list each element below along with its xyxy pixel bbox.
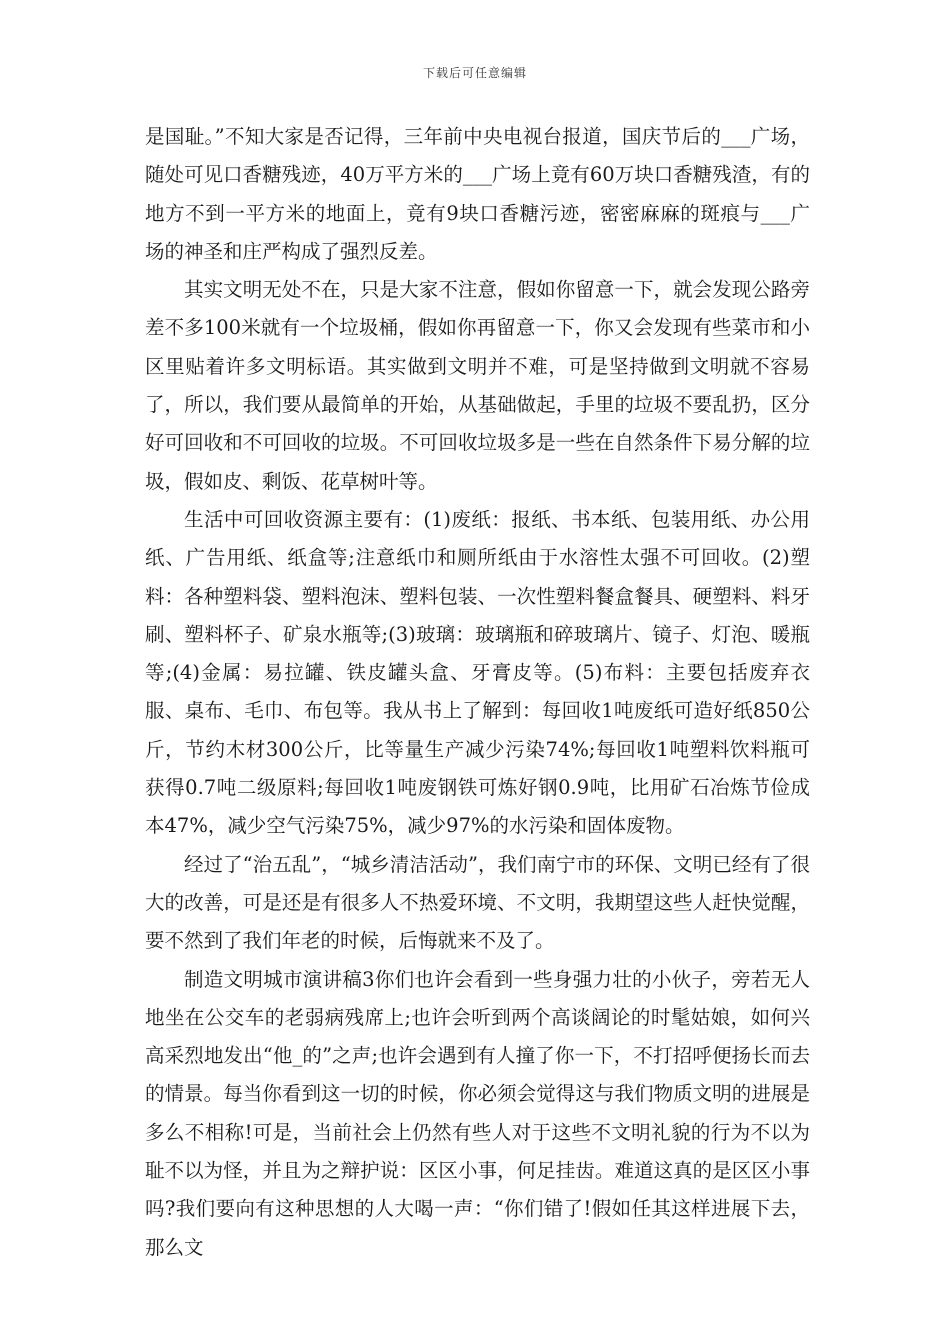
page-header: 下载后可任意编辑 bbox=[422, 66, 527, 80]
paragraph-4: 经过了“治五乱”，“城乡清洁活动”，我们南宁市的环保、文明已经有了很大的改善，可是还是有很多人不热爱环境、不文明，我期望这些人赶快觉醒，要不然到了我们年老的时候，后悔就来不及了。 bbox=[145, 852, 810, 953]
paragraph-3: 生活中可回收资源主要有：(1)废纸：报纸、书本纸、包装用纸、办公用纸、广告用纸、纸盒等;注意纸巾和厕所纸由于水溶性太强不可回收。(2)塑料：各种塑料袋、塑料泡沫、塑料包装、一次性塑料餐盒餐具、硬塑料、料牙刷、塑料杯子、矿泉水瓶等;(3)玻璃：玻璃瓶和碎玻璃片、镜子、灯泡、暖瓶等;(4)金属：易拉罐、铁皮罐头盒、牙膏皮等。(5)布料：主要包括废弃衣服、桌布、毛巾、布包等。我从书上了解到：每回收1吨废纸可造好纸850公斤，节约木材300公斤，比等量生产减少污染74%;每回收1吨塑料饮料瓶可获得0.7吨二级原料;每回收1吨废钢铁可炼好钢0.9吨，比用矿石冶炼节俭成本47%，减少空气污染75%，减少97%的水污染和固体废物。 bbox=[145, 507, 810, 838]
document-body bbox=[145, 118, 810, 1267]
paragraph-1: 是国耻。”不知大家是否记得，三年前中央电视台报道，国庆节后的___广场，随处可见口香糖残迹，40万平方米的___广场上竟有60万块口香糖残渣，有的地方不到一平方米的地面上，竟有9块口香糖污迹，密密麻麻的斑痕与___广场的神圣和庄严构成了强烈反差。 bbox=[145, 125, 810, 263]
paragraph-5: 制造文明城市演讲稿3你们也许会看到一些身强力壮的小伙子，旁若无人地坐在公交车的老弱病残席上;也许会听到两个高谈阔论的时髦姑娘，如何兴高采烈地发出“他_的”之声;也许会遇到有人撞了你一下，不打招呼便扬长而去的情景。每当你看到这一切的时候，你必须会觉得这与我们物质文明的进展是多么不相称!可是，当前社会上仍然有些人对于这些不文明礼貌的行为不以为耻不以为怪，并且为之辩护说：区区小事，何足挂齿。难道这真的是区区小事吗?我们要向有这种思想的人大喝一声：“你们错了!假如任其这样进展下去，那么文 bbox=[145, 967, 810, 1259]
paragraph-2: 其实文明无处不在，只是大家不注意，假如你留意一下，就会发现公路旁差不多100米就有一个垃圾桶，假如你再留意一下，你又会发现有些菜市和小区里贴着许多文明标语。其实做到文明并不难，可是坚持做到文明就不容易了，所以，我们要从最简单的开始，从基础做起，手里的垃圾不要乱扔，区分好可回收和不可回收的垃圾。不可回收垃圾多是一些在自然条件下易分解的垃圾，假如皮、剩饭、花草树叶等。 bbox=[145, 278, 810, 493]
